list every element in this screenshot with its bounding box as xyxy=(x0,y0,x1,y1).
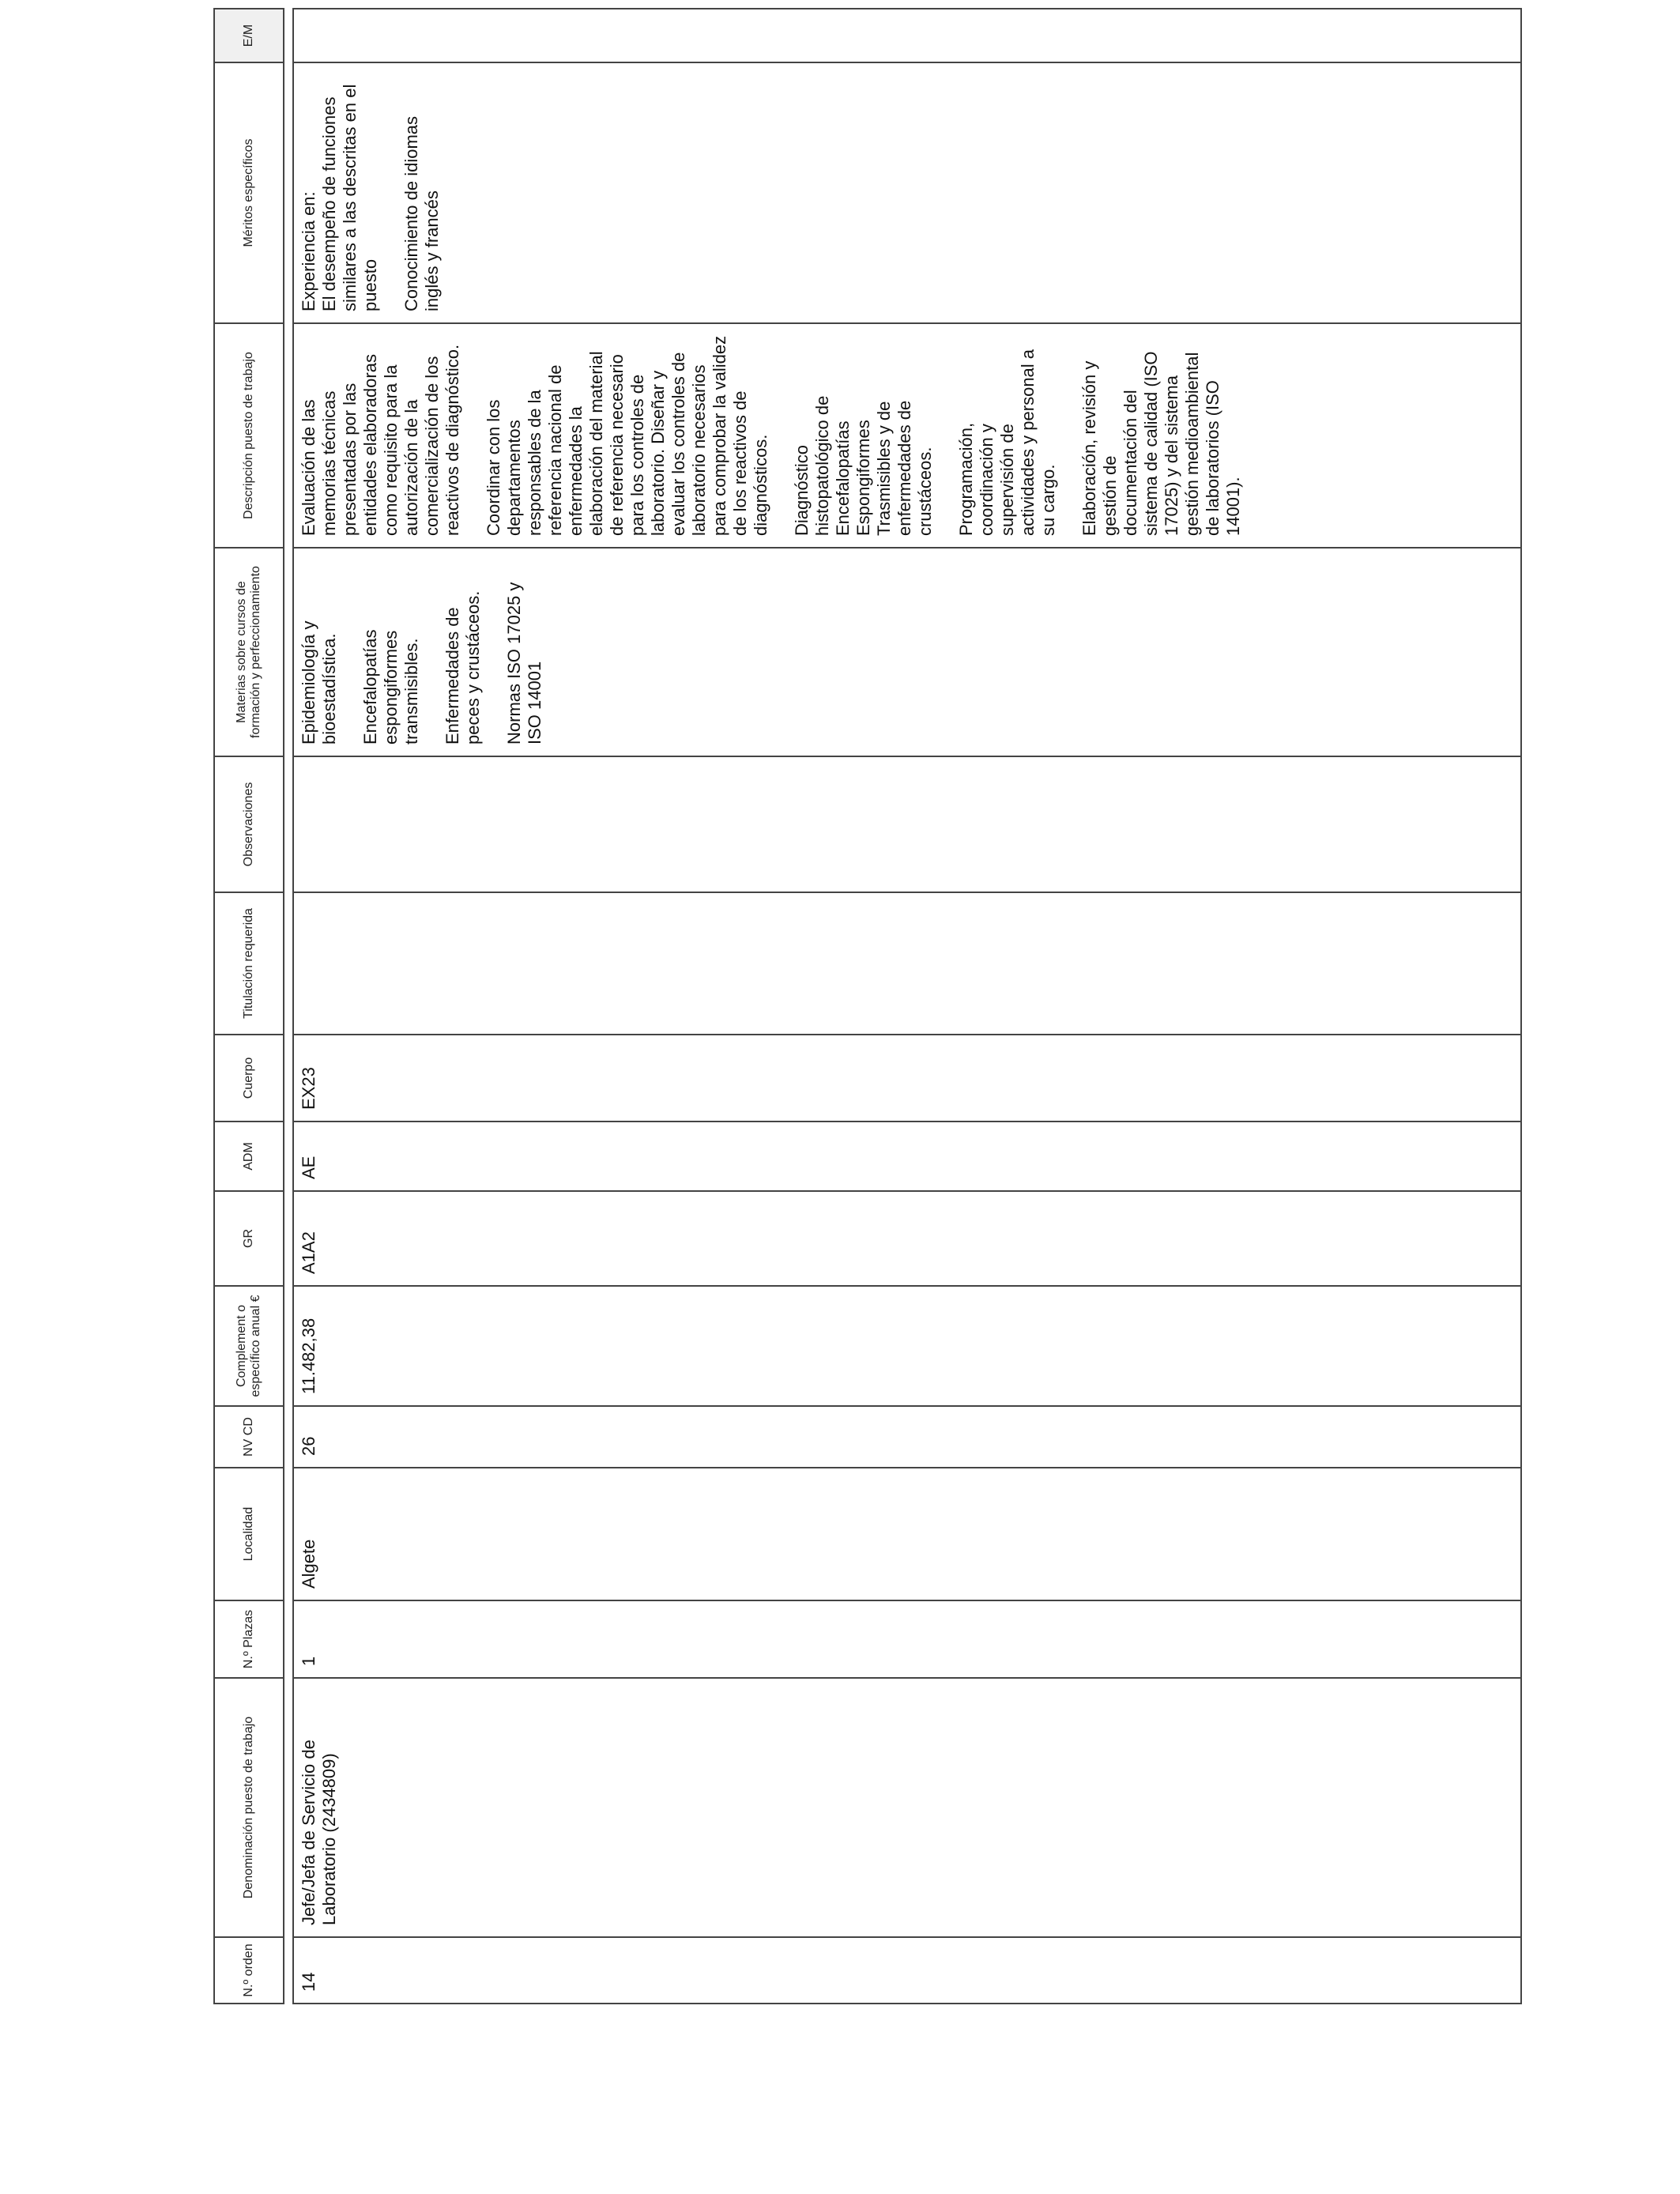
descripcion-item: Diagnóstico histopatológico de Encefalopatías Espongiformes Trasmisibles y de enfermedades de crustáceos. xyxy=(792,395,935,536)
cell-denominacion: Jefe/Jefa de Servicio de Laboratorio (2434809) xyxy=(293,1678,1521,1937)
header-localidad: Localidad xyxy=(214,1468,284,1600)
header-cuerpo: Cuerpo xyxy=(214,1035,284,1122)
header-descripcion: Descripción puesto de trabajo xyxy=(214,323,284,548)
cell-meritos xyxy=(293,62,1521,323)
header-materias: Materias sobre cursos de formación y perfeccionamiento xyxy=(214,548,284,756)
cell-descripcion xyxy=(293,323,1521,548)
materia-item: Epidemiología y bioestadística. xyxy=(299,620,339,745)
materia-item: Enfermedades de peces y crustáceos. xyxy=(443,590,483,745)
cell-nivel: 26 xyxy=(293,1406,1521,1468)
header-observaciones: Observaciones xyxy=(214,756,284,892)
header-adm: ADM xyxy=(214,1122,284,1191)
cell-materias xyxy=(293,548,1521,756)
header-em: E/M xyxy=(214,9,284,62)
cell-orden: 14 xyxy=(293,1937,1521,2004)
table-header xyxy=(214,9,293,2004)
meritos-intro: Experiencia en: xyxy=(299,191,318,311)
cell-titulacion xyxy=(293,892,1521,1035)
cell-em xyxy=(293,9,1521,62)
materia-item: Normas ISO 17025 y ISO 14001 xyxy=(504,582,544,745)
job-position-table xyxy=(213,8,1522,2004)
descripcion-item: Evaluación de las memorias técnicas presentadas por las entidades elaboradoras como requisito para la autorización de la comercialización de los reactivos de diagnóstico. xyxy=(299,344,462,536)
header-divider xyxy=(284,9,293,2004)
descripcion-item: Coordinar con los departamentos responsables de la referencia nacional de enfermedades la elaboración del material de referencia necesario para los controles de laboratorio. Diseñar y evaluar los controles de laboratorio necesarios para comprobar la validez de los reactivos de diagnósticos. xyxy=(484,335,770,536)
header-complemento: Complement o específico anual € xyxy=(214,1286,284,1406)
header-row xyxy=(214,9,284,2004)
header-nivel: NV CD xyxy=(214,1406,284,1468)
cell-grupo: A1A2 xyxy=(293,1191,1521,1286)
cell-complemento: 11.482,38 xyxy=(293,1286,1521,1406)
descripcion-item: Elaboración, revisión y gestión de documentación del sistema de calidad (ISO 17025) y del sistema gestión medioambiental de laboratorios (ISO 14001). xyxy=(1079,351,1243,536)
header-titulacion: Titulación requerida xyxy=(214,892,284,1035)
table-row xyxy=(293,9,1521,2004)
cell-plazas: 1 xyxy=(293,1600,1521,1678)
rotated-job-table xyxy=(213,8,1503,2004)
materia-item: Encefalopatías espongiformes transmisibles. xyxy=(360,629,421,745)
cell-cuerpo: EX23 xyxy=(293,1035,1521,1122)
header-denominacion: Denominación puesto de trabajo xyxy=(214,1678,284,1937)
meritos-item: El desempeño de funciones similares a las descritas en el puesto xyxy=(319,84,380,311)
header-grupo: GR xyxy=(214,1191,284,1286)
header-meritos: Méritos específicos xyxy=(214,62,284,323)
header-orden: N.º orden xyxy=(214,1937,284,2004)
descripcion-item: Programación, coordinación y supervisión de actividades y personal a su cargo. xyxy=(956,349,1058,536)
cell-observaciones xyxy=(293,756,1521,892)
cell-adm: AE xyxy=(293,1122,1521,1191)
cell-localidad: Algete xyxy=(293,1468,1521,1600)
header-plazas: N.º Plazas xyxy=(214,1600,284,1678)
meritos-item: Conocimiento de idiomas inglés y francés xyxy=(401,115,442,311)
